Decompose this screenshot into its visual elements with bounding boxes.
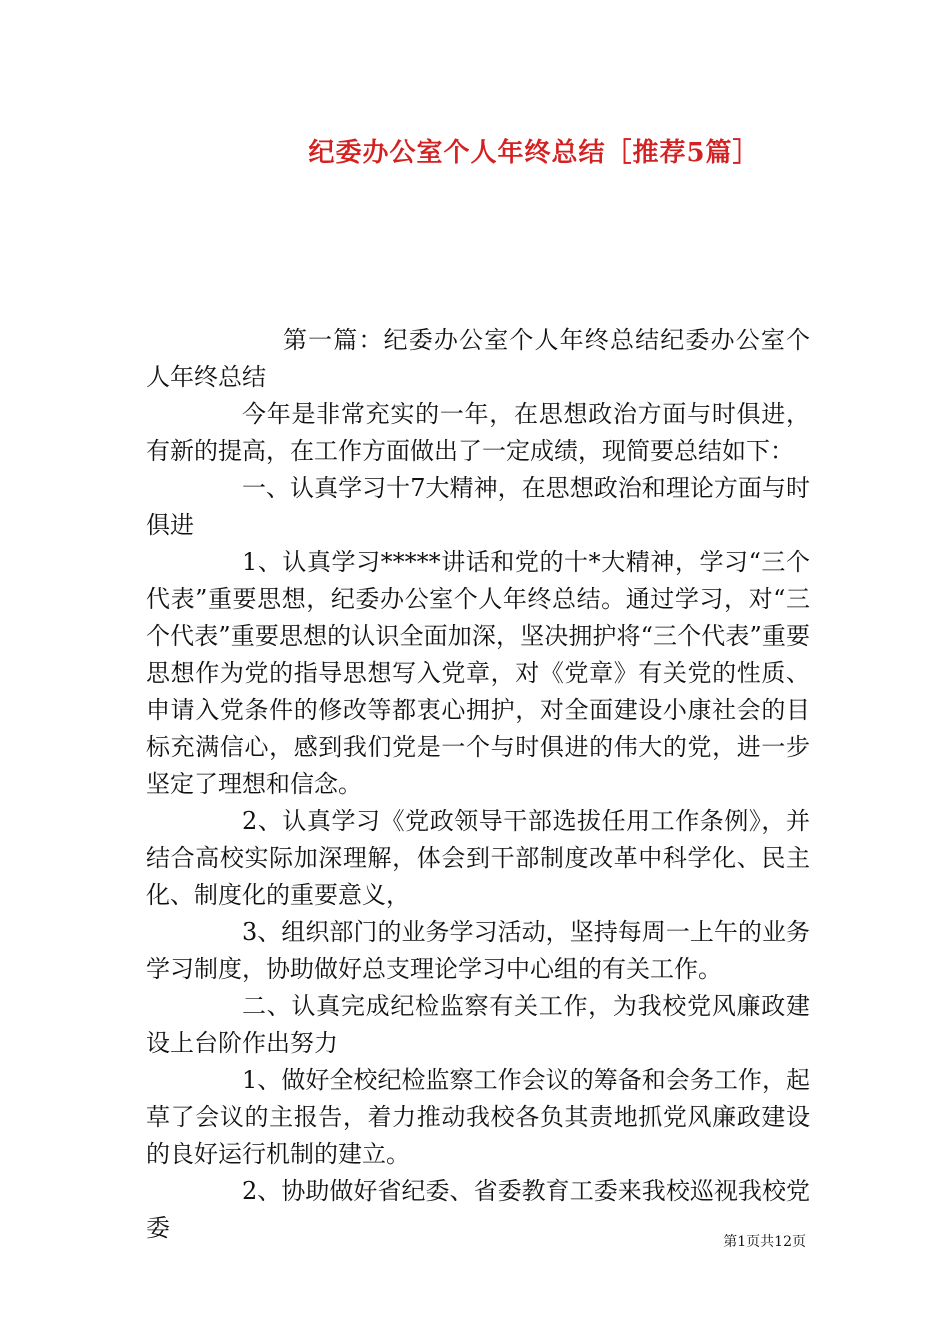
paragraph: 2、认真学习《党政领导干部选拔任用工作条例》，并结合高校实际加深理解，体会到干部制度改革中科学化、民主化、制度化的重要意义， xyxy=(146,807,810,909)
document-title: 纪委办公室个人年终总结［推荐5篇］ xyxy=(308,138,760,168)
paragraph: 1、认真学习*****讲话和党的十*大精神，学习“三个代表”重要思想，纪委办公室个人年终总结。通过学习，对“三个代表”重要思想的认识全面加深，坚决拥护将“三个代表”重要思想作为党的指导思想写入党章，对《党章》有关党的性质、申请入党条件的修改等都衷心拥护，对全面建设小康社会的目标充满信心，感到我们党是一个与时俱进的伟大的党，进一步坚定了理想和信念。 xyxy=(146,548,810,798)
page-number: 第1页共12页 xyxy=(723,1234,806,1250)
paragraph: 2、协助做好省纪委、省委教育工委来我校巡视我校党委 xyxy=(146,1177,810,1242)
section-heading: 一、认真学习十7大精神，在思想政治和理论方面与时俱进 xyxy=(146,474,810,539)
paragraph: 1、做好全校纪检监察工作会议的筹备和会务工作，起草了会议的主报告，着力推动我校各负其责地抓党风廉政建设的良好运行机制的建立。 xyxy=(146,1066,810,1168)
paragraph: 今年是非常充实的一年，在思想政治方面与时俱进，有新的提高，在工作方面做出了一定成绩，现简要总结如下： xyxy=(146,400,810,465)
paragraph: 3、组织部门的业务学习活动，坚持每周一上午的业务学习制度，协助做好总支理论学习中心组的有关工作。 xyxy=(146,918,810,983)
paragraph: 第一篇：纪委办公室个人年终总结纪委办公室个人年终总结 xyxy=(146,326,810,391)
section-heading: 二、认真完成纪检监察有关工作，为我校党风廉政建设上台阶作出努力 xyxy=(146,992,810,1057)
document-body xyxy=(146,322,810,1247)
